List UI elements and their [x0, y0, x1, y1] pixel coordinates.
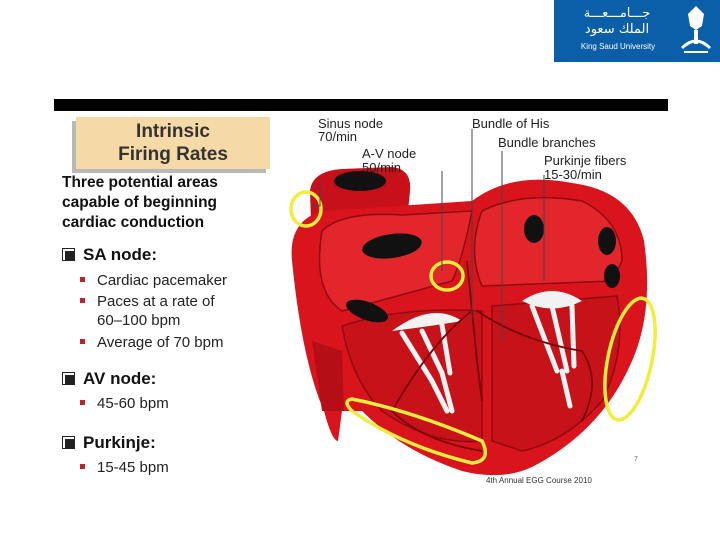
square-bullet-icon [80, 277, 85, 282]
logo-english-name: King Saud University [580, 42, 656, 51]
square-bullet-icon [80, 339, 85, 344]
page-number: 7 [634, 456, 638, 463]
checkbox-bullet-icon [62, 248, 75, 261]
label-av-rate: 50/min [362, 160, 402, 175]
label-purkinje-rate: 15-30/min [544, 167, 602, 182]
slide-top-bar [54, 99, 668, 111]
slide-footer: 4th Annual EGG Course 2010 [486, 476, 592, 485]
bullet-item [80, 292, 215, 311]
bullet-text: Average of 70 bpm [97, 334, 224, 351]
section-heading: SA node: [83, 245, 157, 264]
square-bullet-icon [80, 298, 85, 303]
intro-line: Three potential areas [62, 174, 218, 191]
section-heading: Purkinje: [83, 433, 156, 452]
logo-arabic-line1: جـــامـــعـــة [583, 6, 651, 21]
label-purkinje-fibers: Purkinje fibers [544, 153, 627, 168]
section-purkinje [62, 433, 156, 453]
intro-line: cardiac conduction [62, 214, 205, 231]
logo-arabic-line2: الملك سعود [584, 22, 650, 37]
intro-line: capable of beginning [62, 194, 218, 211]
ksu-emblem-icon [678, 4, 714, 56]
bullet-item [80, 394, 169, 413]
bullet-item [80, 333, 223, 352]
square-bullet-icon [80, 464, 85, 469]
pulmonary-vein-opening [604, 264, 620, 288]
bullet-item-continuation [80, 311, 180, 330]
slide-title-box [76, 117, 270, 169]
university-logo [554, 0, 720, 62]
pulmonary-vein-opening [524, 215, 544, 243]
intro-text [62, 173, 274, 233]
pulmonary-vein-opening [598, 227, 616, 255]
label-sinus-rate: 70/min [318, 129, 358, 144]
label-av-node: A-V node [362, 146, 417, 161]
heart-conduction-diagram [282, 111, 668, 491]
checkbox-bullet-icon [62, 436, 75, 449]
bullet-text: Paces at a rate of [97, 293, 215, 310]
title-line1: Intrinsic [136, 121, 210, 142]
checkbox-bullet-icon [62, 372, 75, 385]
label-bundle-of-his: Bundle of His [472, 116, 550, 131]
bullet-item [80, 271, 227, 290]
bullet-text: Cardiac pacemaker [97, 272, 228, 289]
section-heading: AV node: [83, 369, 157, 388]
label-sinus-node: Sinus node [318, 116, 384, 131]
section-av-node [62, 369, 156, 389]
title-line2: Firing Rates [118, 144, 228, 165]
label-bundle-branches: Bundle branches [498, 135, 596, 150]
bullet-text: 60–100 bpm [97, 312, 181, 329]
square-bullet-icon [80, 400, 85, 405]
section-sa-node [62, 245, 157, 265]
bullet-text: 15-45 bpm [97, 459, 169, 476]
slide-content [54, 111, 668, 491]
bullet-item [80, 458, 169, 477]
bullet-text: 45-60 bpm [97, 395, 169, 412]
